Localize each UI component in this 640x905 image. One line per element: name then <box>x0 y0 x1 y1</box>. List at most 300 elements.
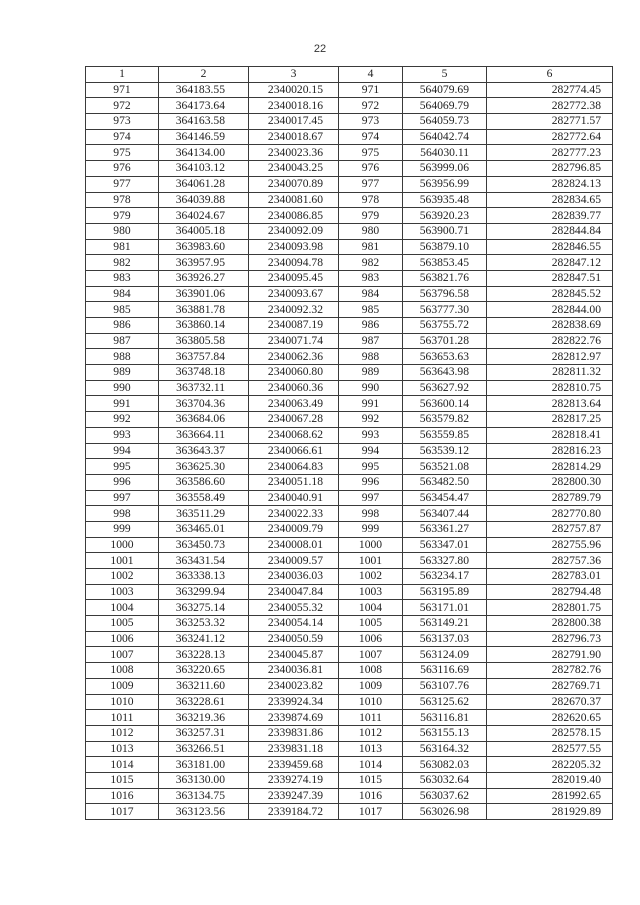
y-coordinate-cell: 282811.32 <box>487 365 613 381</box>
x-coordinate-cell: 563559.85 <box>403 427 487 443</box>
x-coordinate-cell: 363431.54 <box>159 553 249 569</box>
x-coordinate-cell: 564069.79 <box>403 98 487 114</box>
point-number-cell: 977 <box>86 176 159 192</box>
y-coordinate-cell: 2340023.36 <box>249 145 339 161</box>
column-header: 6 <box>487 67 613 83</box>
y-coordinate-cell: 2340009.57 <box>249 553 339 569</box>
y-coordinate-cell: 2340095.45 <box>249 270 339 286</box>
point-number-cell: 980 <box>86 223 159 239</box>
y-coordinate-cell: 2340055.32 <box>249 600 339 616</box>
y-coordinate-cell: 2340093.67 <box>249 286 339 302</box>
x-coordinate-cell: 564042.74 <box>403 129 487 145</box>
coordinates-table <box>85 66 613 820</box>
point-number-cell: 1006 <box>86 631 159 647</box>
x-coordinate-cell: 563627.92 <box>403 380 487 396</box>
point-number-cell: 983 <box>86 270 159 286</box>
point-number-cell: 992 <box>86 412 159 428</box>
point-number-cell: 993 <box>339 427 403 443</box>
x-coordinate-cell: 563999.06 <box>403 161 487 177</box>
point-number-cell: 1008 <box>86 663 159 679</box>
y-coordinate-cell: 282777.23 <box>487 145 613 161</box>
x-coordinate-cell: 563037.62 <box>403 788 487 804</box>
table-row <box>86 427 613 443</box>
point-number-cell: 996 <box>86 474 159 490</box>
x-coordinate-cell: 363625.30 <box>159 459 249 475</box>
y-coordinate-cell: 282818.41 <box>487 427 613 443</box>
point-number-cell: 1004 <box>339 600 403 616</box>
x-coordinate-cell: 364039.88 <box>159 192 249 208</box>
point-number-cell: 997 <box>339 490 403 506</box>
x-coordinate-cell: 363220.65 <box>159 663 249 679</box>
table-row <box>86 412 613 428</box>
point-number-cell: 982 <box>86 255 159 271</box>
x-coordinate-cell: 363450.73 <box>159 537 249 553</box>
y-coordinate-cell: 2339247.39 <box>249 788 339 804</box>
x-coordinate-cell: 563796.58 <box>403 286 487 302</box>
table-row <box>86 82 613 98</box>
y-coordinate-cell: 2340047.84 <box>249 584 339 600</box>
point-number-cell: 1015 <box>339 772 403 788</box>
table-row <box>86 318 613 334</box>
y-coordinate-cell: 282783.01 <box>487 569 613 585</box>
table-row <box>86 710 613 726</box>
point-number-cell: 1009 <box>339 678 403 694</box>
y-coordinate-cell: 282774.45 <box>487 82 613 98</box>
point-number-cell: 974 <box>339 129 403 145</box>
x-coordinate-cell: 364024.67 <box>159 208 249 224</box>
y-coordinate-cell: 282838.69 <box>487 318 613 334</box>
point-number-cell: 989 <box>339 365 403 381</box>
y-coordinate-cell: 282839.77 <box>487 208 613 224</box>
point-number-cell: 975 <box>86 145 159 161</box>
table-row <box>86 270 613 286</box>
point-number-cell: 1000 <box>339 537 403 553</box>
y-coordinate-cell: 282772.38 <box>487 98 613 114</box>
point-number-cell: 996 <box>339 474 403 490</box>
point-number-cell: 977 <box>339 176 403 192</box>
y-coordinate-cell: 2339924.34 <box>249 694 339 710</box>
point-number-cell: 991 <box>86 396 159 412</box>
x-coordinate-cell: 363704.36 <box>159 396 249 412</box>
x-coordinate-cell: 363901.06 <box>159 286 249 302</box>
point-number-cell: 976 <box>86 161 159 177</box>
y-coordinate-cell: 2340054.14 <box>249 616 339 632</box>
x-coordinate-cell: 563643.98 <box>403 365 487 381</box>
y-coordinate-cell: 2340062.36 <box>249 349 339 365</box>
x-coordinate-cell: 564059.73 <box>403 114 487 130</box>
y-coordinate-cell: 2340068.62 <box>249 427 339 443</box>
point-number-cell: 1017 <box>86 804 159 820</box>
x-coordinate-cell: 563032.64 <box>403 772 487 788</box>
point-number-cell: 988 <box>339 349 403 365</box>
table-row <box>86 129 613 145</box>
point-number-cell: 983 <box>339 270 403 286</box>
y-coordinate-cell: 282794.48 <box>487 584 613 600</box>
x-coordinate-cell: 364173.64 <box>159 98 249 114</box>
x-coordinate-cell: 363211.60 <box>159 678 249 694</box>
x-coordinate-cell: 363748.18 <box>159 365 249 381</box>
y-coordinate-cell: 282577.55 <box>487 741 613 757</box>
point-number-cell: 979 <box>86 208 159 224</box>
y-coordinate-cell: 282770.80 <box>487 506 613 522</box>
point-number-cell: 1010 <box>86 694 159 710</box>
x-coordinate-cell: 363219.36 <box>159 710 249 726</box>
point-number-cell: 979 <box>339 208 403 224</box>
x-coordinate-cell: 363241.12 <box>159 631 249 647</box>
point-number-cell: 998 <box>86 506 159 522</box>
y-coordinate-cell: 2340023.82 <box>249 678 339 694</box>
y-coordinate-cell: 2339184.72 <box>249 804 339 820</box>
table-row <box>86 584 613 600</box>
x-coordinate-cell: 363123.56 <box>159 804 249 820</box>
table-row <box>86 114 613 130</box>
x-coordinate-cell: 364163.58 <box>159 114 249 130</box>
x-coordinate-cell: 364134.00 <box>159 145 249 161</box>
x-coordinate-cell: 563755.72 <box>403 318 487 334</box>
point-number-cell: 989 <box>86 365 159 381</box>
y-coordinate-cell: 2339459.68 <box>249 757 339 773</box>
table-row <box>86 521 613 537</box>
y-coordinate-cell: 281929.89 <box>487 804 613 820</box>
table-row <box>86 694 613 710</box>
x-coordinate-cell: 363732.11 <box>159 380 249 396</box>
x-coordinate-cell: 563125.62 <box>403 694 487 710</box>
point-number-cell: 982 <box>339 255 403 271</box>
x-coordinate-cell: 563777.30 <box>403 302 487 318</box>
y-coordinate-cell: 2340092.09 <box>249 223 339 239</box>
y-coordinate-cell: 282769.71 <box>487 678 613 694</box>
y-coordinate-cell: 282844.00 <box>487 302 613 318</box>
y-coordinate-cell: 2340020.15 <box>249 82 339 98</box>
x-coordinate-cell: 563482.50 <box>403 474 487 490</box>
y-coordinate-cell: 282019.40 <box>487 772 613 788</box>
y-coordinate-cell: 2340043.25 <box>249 161 339 177</box>
point-number-cell: 981 <box>339 239 403 255</box>
x-coordinate-cell: 564030.11 <box>403 145 487 161</box>
x-coordinate-cell: 563521.08 <box>403 459 487 475</box>
x-coordinate-cell: 563327.80 <box>403 553 487 569</box>
x-coordinate-cell: 363511.29 <box>159 506 249 522</box>
y-coordinate-cell: 282834.65 <box>487 192 613 208</box>
y-coordinate-cell: 282789.79 <box>487 490 613 506</box>
x-coordinate-cell: 563195.89 <box>403 584 487 600</box>
x-coordinate-cell: 563539.12 <box>403 443 487 459</box>
x-coordinate-cell: 563935.48 <box>403 192 487 208</box>
y-coordinate-cell: 2339831.86 <box>249 725 339 741</box>
table-row <box>86 239 613 255</box>
x-coordinate-cell: 563347.01 <box>403 537 487 553</box>
point-number-cell: 972 <box>86 98 159 114</box>
x-coordinate-cell: 563116.81 <box>403 710 487 726</box>
x-coordinate-cell: 363757.84 <box>159 349 249 365</box>
x-coordinate-cell: 363275.14 <box>159 600 249 616</box>
y-coordinate-cell: 282791.90 <box>487 647 613 663</box>
table-row <box>86 145 613 161</box>
x-coordinate-cell: 563026.98 <box>403 804 487 820</box>
table-row <box>86 569 613 585</box>
y-coordinate-cell: 282205.32 <box>487 757 613 773</box>
table-row <box>86 616 613 632</box>
y-coordinate-cell: 2340018.16 <box>249 98 339 114</box>
column-header: 3 <box>249 67 339 83</box>
point-number-cell: 1005 <box>86 616 159 632</box>
point-number-cell: 990 <box>86 380 159 396</box>
point-number-cell: 1017 <box>339 804 403 820</box>
x-coordinate-cell: 363926.27 <box>159 270 249 286</box>
y-coordinate-cell: 2340066.61 <box>249 443 339 459</box>
point-number-cell: 1016 <box>86 788 159 804</box>
point-number-cell: 1006 <box>339 631 403 647</box>
x-coordinate-cell: 363558.49 <box>159 490 249 506</box>
y-coordinate-cell: 2339274.19 <box>249 772 339 788</box>
table-row <box>86 757 613 773</box>
y-coordinate-cell: 2340060.80 <box>249 365 339 381</box>
x-coordinate-cell: 563082.03 <box>403 757 487 773</box>
point-number-cell: 985 <box>339 302 403 318</box>
y-coordinate-cell: 282620.65 <box>487 710 613 726</box>
table-row <box>86 443 613 459</box>
point-number-cell: 978 <box>339 192 403 208</box>
x-coordinate-cell: 363881.78 <box>159 302 249 318</box>
table-row <box>86 506 613 522</box>
x-coordinate-cell: 563579.82 <box>403 412 487 428</box>
y-coordinate-cell: 282845.52 <box>487 286 613 302</box>
x-coordinate-cell: 364183.55 <box>159 82 249 98</box>
y-coordinate-cell: 2340092.32 <box>249 302 339 318</box>
point-number-cell: 995 <box>339 459 403 475</box>
table-row <box>86 286 613 302</box>
y-coordinate-cell: 2340008.01 <box>249 537 339 553</box>
point-number-cell: 1007 <box>86 647 159 663</box>
x-coordinate-cell: 563361.27 <box>403 521 487 537</box>
point-number-cell: 1016 <box>339 788 403 804</box>
y-coordinate-cell: 2340063.49 <box>249 396 339 412</box>
table-row <box>86 396 613 412</box>
x-coordinate-cell: 563454.47 <box>403 490 487 506</box>
table-row <box>86 255 613 271</box>
y-coordinate-cell: 282782.76 <box>487 663 613 679</box>
x-coordinate-cell: 563879.10 <box>403 239 487 255</box>
x-coordinate-cell: 564079.69 <box>403 82 487 98</box>
y-coordinate-cell: 2340051.18 <box>249 474 339 490</box>
x-coordinate-cell: 563155.13 <box>403 725 487 741</box>
y-coordinate-cell: 282846.55 <box>487 239 613 255</box>
table-row <box>86 490 613 506</box>
x-coordinate-cell: 563407.44 <box>403 506 487 522</box>
y-coordinate-cell: 282824.13 <box>487 176 613 192</box>
point-number-cell: 992 <box>339 412 403 428</box>
table-row <box>86 192 613 208</box>
x-coordinate-cell: 363338.13 <box>159 569 249 585</box>
point-number-cell: 1009 <box>86 678 159 694</box>
point-number-cell: 1007 <box>339 647 403 663</box>
y-coordinate-cell: 2340071.74 <box>249 333 339 349</box>
point-number-cell: 1012 <box>339 725 403 741</box>
point-number-cell: 990 <box>339 380 403 396</box>
y-coordinate-cell: 2340050.59 <box>249 631 339 647</box>
x-coordinate-cell: 563171.01 <box>403 600 487 616</box>
y-coordinate-cell: 2340009.79 <box>249 521 339 537</box>
point-number-cell: 1004 <box>86 600 159 616</box>
x-coordinate-cell: 363465.01 <box>159 521 249 537</box>
point-number-cell: 994 <box>339 443 403 459</box>
page-number: 22 <box>313 43 327 55</box>
y-coordinate-cell: 282800.38 <box>487 616 613 632</box>
y-coordinate-cell: 282755.96 <box>487 537 613 553</box>
x-coordinate-cell: 563164.32 <box>403 741 487 757</box>
point-number-cell: 985 <box>86 302 159 318</box>
table-row <box>86 302 613 318</box>
table-row <box>86 647 613 663</box>
point-number-cell: 980 <box>339 223 403 239</box>
point-number-cell: 1008 <box>339 663 403 679</box>
point-number-cell: 978 <box>86 192 159 208</box>
y-coordinate-cell: 2340036.03 <box>249 569 339 585</box>
y-coordinate-cell: 282801.75 <box>487 600 613 616</box>
table-row <box>86 631 613 647</box>
point-number-cell: 1014 <box>86 757 159 773</box>
x-coordinate-cell: 563653.63 <box>403 349 487 365</box>
y-coordinate-cell: 2339874.69 <box>249 710 339 726</box>
x-coordinate-cell: 363684.06 <box>159 412 249 428</box>
point-number-cell: 986 <box>86 318 159 334</box>
x-coordinate-cell: 363228.13 <box>159 647 249 663</box>
point-number-cell: 1003 <box>86 584 159 600</box>
x-coordinate-cell: 563149.21 <box>403 616 487 632</box>
y-coordinate-cell: 282822.76 <box>487 333 613 349</box>
x-coordinate-cell: 363253.32 <box>159 616 249 632</box>
table-row <box>86 333 613 349</box>
x-coordinate-cell: 563600.14 <box>403 396 487 412</box>
x-coordinate-cell: 363228.61 <box>159 694 249 710</box>
column-header: 5 <box>403 67 487 83</box>
table-row <box>86 349 613 365</box>
table-row <box>86 459 613 475</box>
point-number-cell: 976 <box>339 161 403 177</box>
y-coordinate-cell: 2340094.78 <box>249 255 339 271</box>
table-body <box>86 82 613 819</box>
x-coordinate-cell: 364146.59 <box>159 129 249 145</box>
point-number-cell: 984 <box>339 286 403 302</box>
point-number-cell: 987 <box>339 333 403 349</box>
point-number-cell: 987 <box>86 333 159 349</box>
point-number-cell: 1002 <box>86 569 159 585</box>
x-coordinate-cell: 363134.75 <box>159 788 249 804</box>
x-coordinate-cell: 563116.69 <box>403 663 487 679</box>
table-row <box>86 98 613 114</box>
table-row <box>86 553 613 569</box>
table-row <box>86 176 613 192</box>
point-number-cell: 1002 <box>339 569 403 585</box>
point-number-cell: 971 <box>86 82 159 98</box>
y-coordinate-cell: 282578.15 <box>487 725 613 741</box>
x-coordinate-cell: 363299.94 <box>159 584 249 600</box>
point-number-cell: 993 <box>86 427 159 443</box>
y-coordinate-cell: 282817.25 <box>487 412 613 428</box>
x-coordinate-cell: 363664.11 <box>159 427 249 443</box>
y-coordinate-cell: 282771.57 <box>487 114 613 130</box>
y-coordinate-cell: 2340018.67 <box>249 129 339 145</box>
x-coordinate-cell: 563853.45 <box>403 255 487 271</box>
x-coordinate-cell: 363643.37 <box>159 443 249 459</box>
x-coordinate-cell: 563124.09 <box>403 647 487 663</box>
x-coordinate-cell: 363983.60 <box>159 239 249 255</box>
table-row <box>86 678 613 694</box>
x-coordinate-cell: 364103.12 <box>159 161 249 177</box>
point-number-cell: 991 <box>339 396 403 412</box>
column-header: 2 <box>159 67 249 83</box>
y-coordinate-cell: 2340070.89 <box>249 176 339 192</box>
point-number-cell: 986 <box>339 318 403 334</box>
column-header: 1 <box>86 67 159 83</box>
x-coordinate-cell: 363957.95 <box>159 255 249 271</box>
y-coordinate-cell: 282796.85 <box>487 161 613 177</box>
y-coordinate-cell: 2340064.83 <box>249 459 339 475</box>
x-coordinate-cell: 363860.14 <box>159 318 249 334</box>
point-number-cell: 1001 <box>86 553 159 569</box>
y-coordinate-cell: 282847.12 <box>487 255 613 271</box>
point-number-cell: 1000 <box>86 537 159 553</box>
table-row <box>86 788 613 804</box>
point-number-cell: 997 <box>86 490 159 506</box>
table-row <box>86 223 613 239</box>
point-number-cell: 981 <box>86 239 159 255</box>
table-row <box>86 365 613 381</box>
point-number-cell: 1013 <box>86 741 159 757</box>
y-coordinate-cell: 282812.97 <box>487 349 613 365</box>
point-number-cell: 975 <box>339 145 403 161</box>
y-coordinate-cell: 282844.84 <box>487 223 613 239</box>
y-coordinate-cell: 2340017.45 <box>249 114 339 130</box>
point-number-cell: 984 <box>86 286 159 302</box>
x-coordinate-cell: 563137.03 <box>403 631 487 647</box>
point-number-cell: 1010 <box>339 694 403 710</box>
y-coordinate-cell: 2340060.36 <box>249 380 339 396</box>
header-row <box>86 67 613 83</box>
x-coordinate-cell: 563920.23 <box>403 208 487 224</box>
point-number-cell: 1014 <box>339 757 403 773</box>
x-coordinate-cell: 563701.28 <box>403 333 487 349</box>
table-row <box>86 380 613 396</box>
y-coordinate-cell: 2340081.60 <box>249 192 339 208</box>
y-coordinate-cell: 282800.30 <box>487 474 613 490</box>
x-coordinate-cell: 363257.31 <box>159 725 249 741</box>
x-coordinate-cell: 363266.51 <box>159 741 249 757</box>
x-coordinate-cell: 563821.76 <box>403 270 487 286</box>
point-number-cell: 971 <box>339 82 403 98</box>
point-number-cell: 973 <box>339 114 403 130</box>
point-number-cell: 974 <box>86 129 159 145</box>
table-row <box>86 537 613 553</box>
table-row <box>86 663 613 679</box>
point-number-cell: 973 <box>86 114 159 130</box>
y-coordinate-cell: 282814.29 <box>487 459 613 475</box>
y-coordinate-cell: 282772.64 <box>487 129 613 145</box>
table-row <box>86 208 613 224</box>
x-coordinate-cell: 363586.60 <box>159 474 249 490</box>
column-header: 4 <box>339 67 403 83</box>
y-coordinate-cell: 282796.73 <box>487 631 613 647</box>
x-coordinate-cell: 364061.28 <box>159 176 249 192</box>
y-coordinate-cell: 282670.37 <box>487 694 613 710</box>
x-coordinate-cell: 563956.99 <box>403 176 487 192</box>
y-coordinate-cell: 282757.36 <box>487 553 613 569</box>
table-row <box>86 725 613 741</box>
y-coordinate-cell: 2339831.18 <box>249 741 339 757</box>
x-coordinate-cell: 563900.71 <box>403 223 487 239</box>
y-coordinate-cell: 2340036.81 <box>249 663 339 679</box>
x-coordinate-cell: 563107.76 <box>403 678 487 694</box>
